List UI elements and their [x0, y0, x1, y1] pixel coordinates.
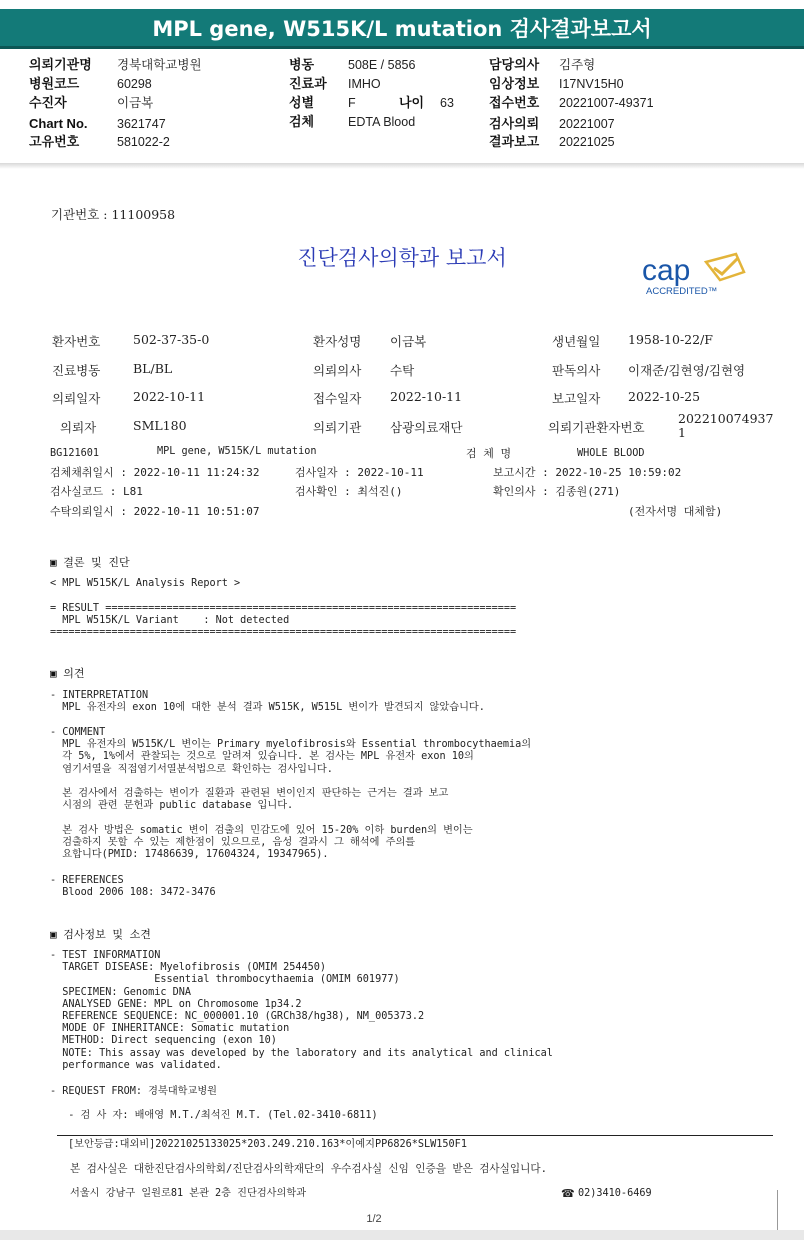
comment-line: 본 검사 방법은 somatic 변이 검출의 민감도에 있어 15-20% 이하 burden의 변이는 — [50, 824, 473, 836]
header-label-age: 나이 — [399, 95, 425, 110]
institution-number: 기관번호 : 11100958 — [51, 207, 176, 222]
request-from: - REQUEST FROM: 경북대학교병원 — [50, 1086, 218, 1097]
grid-label-requester: 의뢰자 — [60, 420, 97, 435]
header-value-physician: 김주형 — [559, 58, 596, 72]
grid-value-birth: 1958-10-22/F — [628, 332, 713, 347]
comment-line: MPL 유전자의 W515K/L 변이는 Primary myelofibrosis와 Essential thrombocythaemia의 — [50, 739, 532, 751]
header-value-ward: 508E / 5856 — [348, 58, 416, 72]
header-label-accession: 접수번호 — [489, 95, 540, 110]
interpretation-line: - INTERPRETATION — [50, 690, 149, 701]
section-conclusion-heading: ▣ 결론 및 진단 — [50, 556, 130, 569]
grid-label-recv-date: 접수일자 — [313, 391, 362, 406]
comment-line: 시점의 관련 문헌과 public database 입니다. — [50, 800, 294, 812]
result-line: MPL W515K/L Variant : Not detected — [50, 615, 290, 627]
comment-line — [50, 776, 531, 788]
grid-value-report-date: 2022-10-25 — [628, 389, 701, 404]
comment-block — [50, 727, 531, 861]
grid-label-birth: 생년월일 — [552, 334, 601, 349]
grid-value-req-doctor: 수탁 — [390, 363, 415, 378]
esign-note: (전자서명 대체함) — [628, 505, 723, 518]
grid-label-report-date: 보고일자 — [552, 391, 601, 406]
page-edge — [777, 1190, 778, 1230]
header-label-ward: 병동 — [289, 57, 315, 72]
security-stamp: [보안등급:대외비]20221025133025*203.249.210.163*이예지PP6826*SLW150F1 — [68, 1139, 467, 1150]
grid-label-req-doctor: 의뢰의사 — [313, 363, 362, 378]
references-block — [50, 875, 216, 899]
header-value-accession: 20221007-49371 — [559, 96, 654, 110]
grid-value-req-org: 삼광의료재단 — [390, 420, 463, 435]
lab-report-title: 진단검사의학과 보고서 — [297, 246, 507, 270]
grid-label-patient-no: 환자번호 — [52, 334, 101, 349]
header-label-clinical-info: 임상정보 — [489, 76, 540, 91]
result-block — [50, 603, 516, 640]
interpretation-block — [50, 690, 485, 714]
test-code: BG121601 — [50, 448, 100, 459]
interpretation-line: MPL 유전자의 exon 10에 대한 분석 결과 W515K, W515L 변이가 발견되지 않았습니다. — [50, 702, 485, 714]
header-value-request-date: 20221007 — [559, 117, 615, 131]
testinfo-line: ANALYSED GENE: MPL on Chromosome 1p34.2 — [50, 998, 302, 1010]
cap-check-icon — [714, 258, 738, 274]
grid-value-requester: SML180 — [133, 418, 187, 433]
report-title-bar: MPL gene, W515K/L mutation 검사결과보고서 — [0, 9, 804, 49]
grid-value-org-patient-no: 202210074937 — [678, 411, 774, 426]
report-time: 보고시간 : 2022-10-25 10:59:02 — [493, 466, 682, 479]
header-value-chart-no: 3621747 — [117, 117, 166, 131]
header-value-clinical-info: I17NV15H0 — [559, 77, 624, 91]
testinfo-line: METHOD: Direct sequencing (exon 10) — [50, 1035, 277, 1047]
page-number: 1/2 — [366, 1213, 382, 1225]
grid-label-req-date: 의뢰일자 — [52, 391, 101, 406]
header-value-result-date: 20221025 — [559, 135, 615, 149]
header-value-age: 63 — [440, 96, 454, 110]
grid-label-patient-name: 환자성명 — [313, 334, 362, 349]
grid-value-ward: BL/BL — [133, 361, 173, 376]
test-date: 검사일자 : 2022-10-11 — [295, 466, 424, 479]
testinfo-line: REFERENCE SEQUENCE: NC_000001.10 (GRCh38/hg38), NM_005373.2 — [50, 1011, 425, 1023]
grid-label-reader: 판독의사 — [552, 363, 601, 378]
testinfo-line: performance was validated. — [50, 1059, 222, 1071]
header-label-request-date: 검사의뢰 — [489, 116, 540, 131]
grid-value-recv-date: 2022-10-11 — [390, 389, 463, 404]
header-value-sex: F — [348, 96, 356, 110]
result-line: = RESULT =================================================================== — [50, 603, 517, 614]
grid-label-ward: 진료병동 — [52, 363, 101, 378]
header-value-institution: 경북대학교병원 — [117, 58, 202, 72]
comment-line — [50, 812, 531, 824]
reference-line: Blood 2006 108: 3472-3476 — [50, 887, 216, 899]
header-label-chart-no: Chart No. — [29, 116, 88, 131]
header-label-institution: 의뢰기관명 — [29, 57, 92, 72]
header-value-specimen: EDTA Blood — [348, 115, 416, 129]
test-name: MPL gene, W515K/L mutation — [157, 446, 317, 457]
specimen-label: 검 체 명 — [466, 447, 512, 460]
comment-line: 검출하지 못할 수 있는 제한점이 있으므로, 음성 결과시 그 해석에 주의를 — [50, 836, 416, 848]
section-opinion-heading: ▣ 의견 — [50, 667, 85, 680]
grid-label-req-org: 의뢰기관 — [313, 420, 362, 435]
cap-logo-text: cap — [642, 254, 691, 287]
page-bottom-gutter — [0, 1230, 804, 1240]
testinfo-line: - TEST INFORMATION — [50, 950, 161, 961]
header-label-physician: 담당의사 — [489, 57, 540, 72]
phone-icon: ☎ — [561, 1187, 575, 1200]
lab-address: 서울시 강남구 일원로81 본관 2층 진단검사의학과 — [70, 1188, 307, 1199]
grid-value-reader: 이재준/김현영/김현영 — [628, 363, 746, 378]
collect-datetime: 검체채취일시 : 2022-10-11 11:24:32 — [50, 466, 260, 479]
grid-value-req-date: 2022-10-11 — [133, 389, 206, 404]
header-label-department: 진료과 — [289, 76, 327, 91]
header-shadow — [0, 163, 804, 169]
header-value-department: IMHO — [348, 77, 381, 91]
reference-line: - REFERENCES — [50, 875, 124, 886]
header-value-hospital-code: 60298 — [117, 77, 152, 91]
analysis-report-title: < MPL W515K/L Analysis Report > — [50, 578, 241, 589]
testinfo-line: MODE OF INHERITANCE: Somatic mutation — [50, 1023, 290, 1035]
header-label-unique-no: 고유번호 — [29, 134, 80, 149]
cap-accredited-text: ACCREDITED™ — [646, 286, 718, 297]
specimen-value: WHOLE BLOOD — [577, 448, 645, 459]
cap-accredited-logo — [640, 250, 752, 298]
grid-label-org-patient-no: 의뢰기관환자번호 — [548, 420, 645, 435]
header-label-patient: 수진자 — [29, 95, 67, 110]
testinfo-line: NOTE: This assay was developed by the laboratory and its analytical and clinical — [50, 1047, 553, 1059]
consign-datetime: 수탁의뢰일시 : 2022-10-11 10:51:07 — [50, 505, 260, 518]
lab-phone: 02)3410-6469 — [578, 1188, 652, 1199]
testinfo-line: Essential thrombocythaemia (OMIM 601977) — [50, 974, 400, 986]
comment-line: 요합니다(PMID: 17486639, 17604324, 19347965). — [50, 849, 329, 861]
lab-code: 검사실코드 : L81 — [50, 485, 143, 498]
test-information-block — [50, 950, 553, 1072]
test-confirm: 검사확인 : 최석진() — [295, 485, 403, 498]
header-label-sex: 성별 — [289, 95, 315, 110]
certification-note: 본 검사실은 대한진단검사의학회/진단검사의학재단의 우수검사실 신임 인증을 받은 검사실입니다. — [70, 1163, 547, 1175]
comment-line: 염기서열을 직접염기서열분석법으로 확인하는 검사입니다. — [50, 763, 333, 775]
header-value-patient: 이금복 — [117, 96, 154, 110]
confirm-doctor: 확인의사 : 김종원(271) — [493, 485, 621, 498]
header-value-unique-no: 581022-2 — [117, 135, 170, 149]
section-testinfo-heading: ▣ 검사정보 및 소견 — [50, 928, 151, 941]
header-label-result-date: 결과보고 — [489, 134, 540, 149]
testinfo-line: TARGET DISEASE: Myelofibrosis (OMIM 254450) — [50, 962, 327, 974]
grid-value-org-patient-no-cont: 1 — [678, 425, 686, 440]
grid-value-patient-no: 502-37-35-0 — [133, 332, 210, 347]
header-label-hospital-code: 병원코드 — [29, 76, 80, 91]
result-line: ============================================================================ — [50, 627, 517, 639]
grid-value-patient-name: 이금복 — [390, 334, 427, 349]
testinfo-line: SPECIMEN: Genomic DNA — [50, 986, 192, 998]
header-label-specimen: 검체 — [289, 114, 315, 129]
comment-line: - COMMENT — [50, 727, 106, 738]
footer-divider — [57, 1135, 773, 1136]
comment-line: 본 검사에서 검출하는 변이가 질환과 관련된 변이인지 판단하는 근거는 결과 보고 — [50, 788, 449, 800]
comment-line: 각 5%, 1%에서 관찰되는 것으로 알려져 있습니다. 본 검사는 MPL 유전자 exon 10의 — [50, 751, 474, 763]
cap-seal-outline — [706, 254, 744, 280]
tester-info: - 검 사 자: 배애영 M.T./최석진 M.T. (Tel.02-3410-6811) — [56, 1110, 378, 1121]
